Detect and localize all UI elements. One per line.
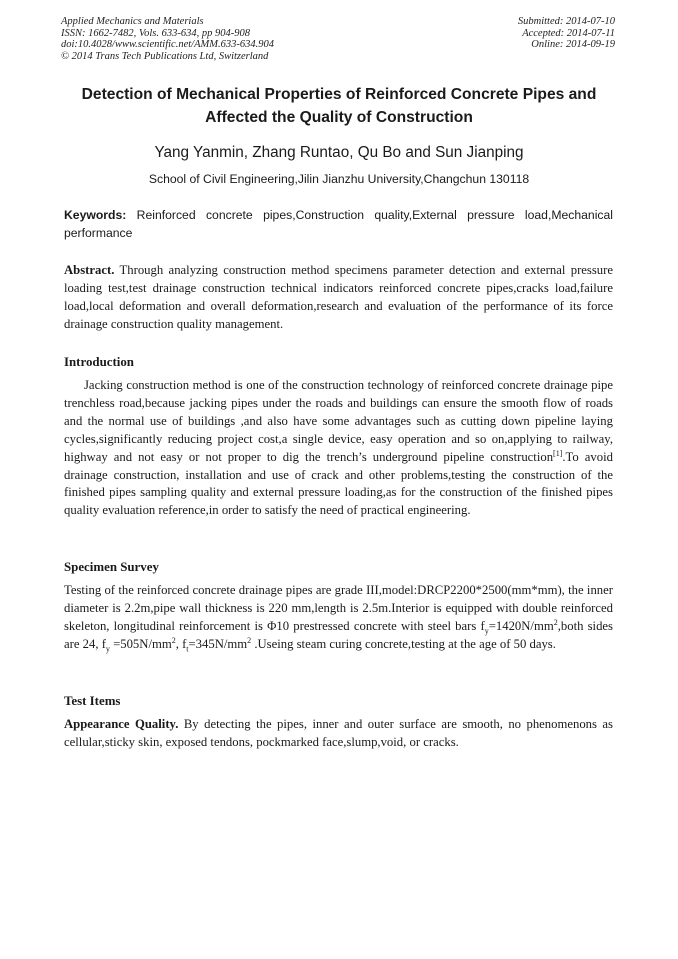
spec-sup-2: 2 xyxy=(171,635,176,645)
spec-text-2: =1420N/mm xyxy=(488,618,554,633)
spec-text-3: ,both sides are 24, f xyxy=(64,618,613,651)
journal-issn: ISSN: 1662-7482, Vols. 633-634, pp 904-908 xyxy=(61,27,250,39)
submission-dates xyxy=(518,16,615,51)
spec-text-5: , f xyxy=(175,636,187,651)
test-items-paragraph xyxy=(64,716,613,752)
keywords xyxy=(64,207,613,242)
specimen-survey-heading: Specimen Survey xyxy=(64,560,159,574)
citation-ref[interactable]: [1] xyxy=(553,448,563,458)
spec-sub-3: t xyxy=(186,644,189,654)
paper-title-line-1: Detection of Mechanical Properties of Reinforced Concrete Pipes and xyxy=(81,86,597,103)
abstract-label: Abstract. xyxy=(64,263,115,277)
spec-text-6: =345N/mm xyxy=(188,636,248,651)
online-date: Online: 2014-09-19 xyxy=(531,39,615,51)
journal-name: Applied Mechanics and Materials xyxy=(61,16,204,27)
spec-text-7: .Useing steam curing concrete,testing at the age of 50 days. xyxy=(251,636,556,651)
introduction-text-b: .To avoid drainage construction, installation and use of crack and other problems,testing the construction of the finished pipes sampling quality and external pressure loading,as for the construction of the finished pipes quality evaluation reference,in order to satisfy the need of practical engineering. xyxy=(64,449,613,518)
journal-doi[interactable]: doi:10.4028/www.scientific.net/AMM.633-634.904 xyxy=(61,39,274,51)
introduction-heading: Introduction xyxy=(64,355,134,369)
author-list: Yang Yanmin, Zhang Runtao, Qu Bo and Sun Jianping xyxy=(154,144,524,161)
journal-info xyxy=(61,16,274,62)
appearance-quality-label: Appearance Quality. xyxy=(64,717,179,731)
introduction-text-a: Jacking construction method is one of the construction technology of reinforced concrete drainage pipe trenchless road,because jacking pipes under the roads and buildings can ensure the smooth flow of roads and the normal use of buildings ,and also have some advantages such as cutting down pipeline laying cycles,significantly reducing project cost,a single device, easy operation and so on,applying to railway, highway and not easy or not proper to dig the trench’s underground pipeline construction xyxy=(64,378,613,464)
spec-sub-2: y xyxy=(105,644,110,654)
test-items-heading: Test Items xyxy=(64,694,121,708)
accepted-date: Accepted: 2014-07-11 xyxy=(522,27,615,39)
journal-copyright: © 2014 Trans Tech Publications Ltd, Switzerland xyxy=(61,50,269,62)
spec-sup-1: 2 xyxy=(553,617,558,627)
paper-title-line-2: Affected the Quality of Construction xyxy=(205,109,473,126)
spec-text-4: =505N/mm xyxy=(109,636,172,651)
introduction-paragraph xyxy=(64,377,613,520)
paper-title xyxy=(50,83,628,129)
abstract xyxy=(64,262,613,334)
keywords-label: Keywords: xyxy=(64,208,127,222)
affiliation: School of Civil Engineering,Jilin Jianzhu University,Changchun 130118 xyxy=(148,172,530,186)
spec-sup-3: 2 xyxy=(247,635,252,645)
abstract-text: Through analyzing construction method specimens parameter detection and external pressure loading test,test drainage construction technical indicators reinforced concrete pipes,cracks load,failure load,local deformation and overall deformation,research and evaluation of the performance of its force drainage construction quality management. xyxy=(64,263,613,331)
keywords-text: Reinforced concrete pipes,Construction quality,External pressure load,Mechanical performance xyxy=(64,208,613,240)
spec-sub-1: y xyxy=(484,626,489,636)
spec-text-1: Testing of the reinforced concrete drainage pipes are grade III,model:DRCP2200*2500(mm*mm), the inner diameter is 2.2m,pipe wall thickness is 220 mm,length is 2.5m.Interior is equipped with double reinforced skeleton, longitudinal reinforcement is Φ10 prestressed concrete with steel bars f xyxy=(64,583,613,633)
specimen-survey-paragraph xyxy=(64,582,613,654)
submitted-date: Submitted: 2014-07-10 xyxy=(517,16,615,27)
appearance-quality-text: By detecting the pipes, inner and outer surface are smooth, no phenomenons as cellular,sticky skin, exposed tendons, pockmarked face,slump,void, or cracks. xyxy=(64,717,613,749)
